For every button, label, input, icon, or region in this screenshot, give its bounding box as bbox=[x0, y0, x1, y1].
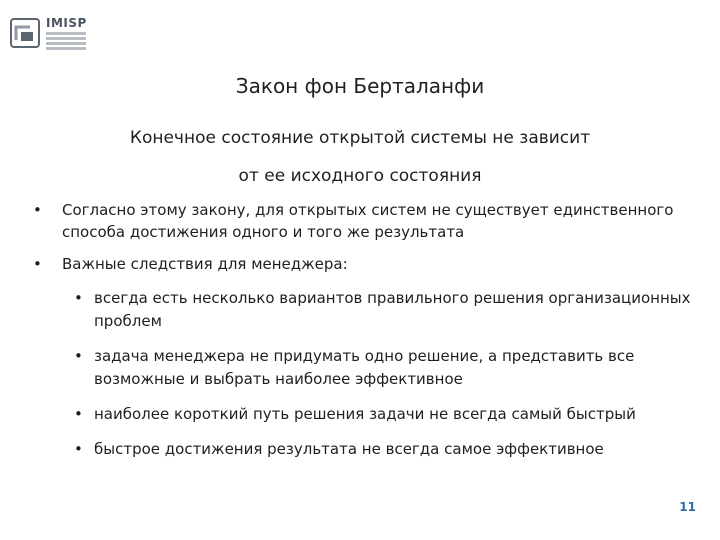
bullet-icon: • bbox=[74, 440, 83, 458]
slide-subtitle-line1: Конечное состояние открытой системы не зависит bbox=[129, 128, 591, 148]
bullet-icon: • bbox=[33, 255, 42, 273]
page-number: 11 bbox=[679, 500, 696, 514]
bullet-text: Согласно этому закону, для открытых систем не существует единственного способа достижения одного и того же результата bbox=[62, 201, 674, 241]
bullet-item bbox=[0, 253, 700, 275]
bullet-icon: • bbox=[74, 347, 83, 365]
slide-content bbox=[0, 199, 700, 473]
slide-subtitle-line2: от ее исходного состояния bbox=[238, 166, 482, 186]
logo-text: IMISP bbox=[46, 16, 87, 30]
sub-bullet-item bbox=[0, 438, 700, 461]
logo-subtext-lines bbox=[46, 32, 86, 52]
sub-bullet-list bbox=[0, 287, 700, 461]
sub-bullet-item bbox=[0, 287, 700, 333]
bullet-icon: • bbox=[33, 201, 42, 219]
sub-bullet-text: задача менеджера не придумать одно решение, а представить все возможные и выбрать наиболее эффективное bbox=[94, 347, 635, 388]
sub-bullet-item bbox=[0, 345, 700, 391]
bullet-icon: • bbox=[74, 405, 83, 423]
bullet-text: Важные следствия для менеджера: bbox=[62, 255, 348, 273]
sub-bullet-text: быстрое достижения результата не всегда самое эффективное bbox=[94, 440, 604, 458]
bullet-item bbox=[0, 199, 700, 243]
bullet-icon: • bbox=[74, 289, 83, 307]
slide-title: Закон фон Берталанфи bbox=[235, 74, 485, 98]
sub-bullet-item bbox=[0, 403, 700, 426]
sub-bullet-text: всегда есть несколько вариантов правильного решения организационных проблем bbox=[94, 289, 691, 330]
sub-bullet-text: наиболее короткий путь решения задачи не всегда самый быстрый bbox=[94, 405, 636, 423]
imisp-logo bbox=[10, 14, 90, 56]
imisp-logo-icon bbox=[10, 18, 40, 48]
